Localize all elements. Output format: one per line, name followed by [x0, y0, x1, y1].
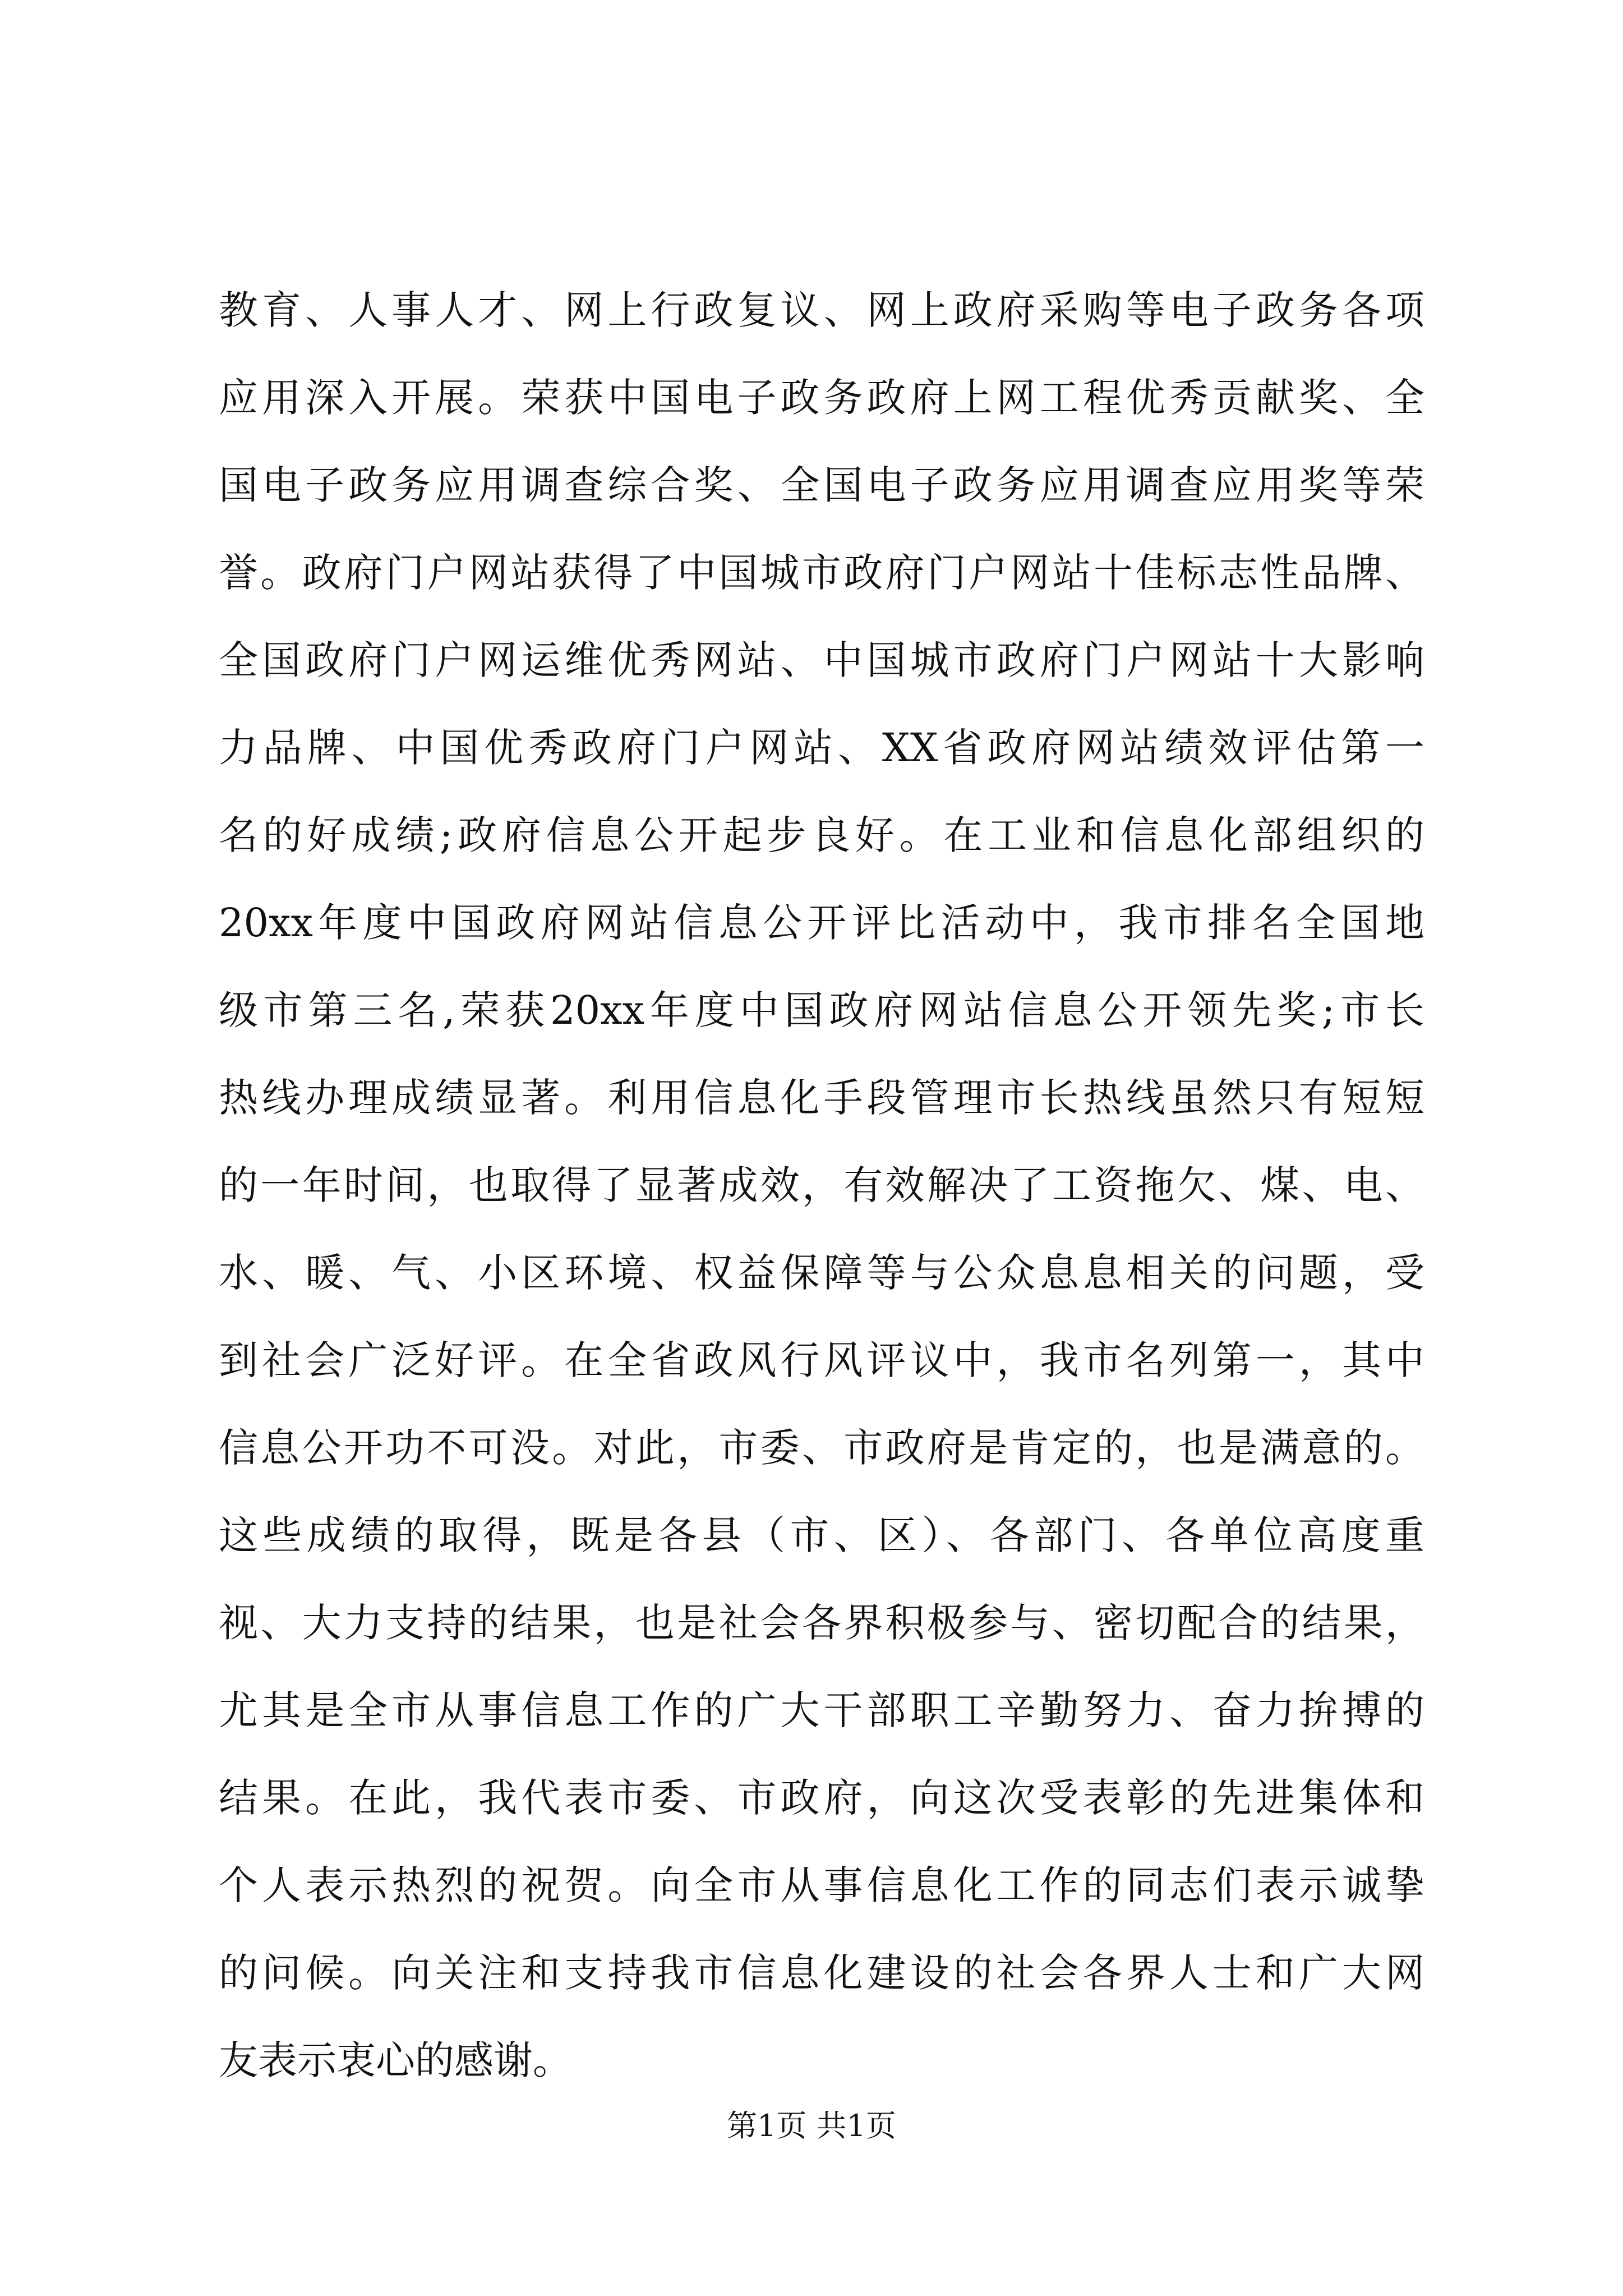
text-line: 力品牌、中国优秀政府门户网站、XX省政府网站绩效评估第一	[219, 725, 1424, 771]
text-line: 级市第三名,荣获20xx年度中国政府网站信息公开领先奖;市长	[219, 987, 1424, 1033]
text-line: 的一年时间，也取得了显著成效，有效解决了工资拖欠、煤、电、	[219, 1162, 1424, 1208]
body-text	[219, 266, 1424, 2104]
text-line: 国电子政务应用调查综合奖、全国电子政务应用调查应用奖等荣	[219, 462, 1424, 508]
text-line: 名的好成绩;政府信息公开起步良好。在工业和信息化部组织的	[219, 812, 1424, 858]
text-line: 教育、人事人才、网上行政复议、网上政府采购等电子政务各项	[219, 287, 1424, 333]
text-line: 应用深入开展。荣获中国电子政务政府上网工程优秀贡献奖、全	[219, 375, 1424, 421]
text-line: 水、暖、气、小区环境、权益保障等与公众息息相关的问题，受	[219, 1250, 1424, 1296]
text-line: 全国政府门户网运维优秀网站、中国城市政府门户网站十大影响	[219, 637, 1424, 683]
text-line: 尤其是全市从事信息工作的广大干部职工辛勤努力、奋力拚搏的	[219, 1687, 1424, 1733]
text-line: 视、大力支持的结果，也是社会各界积极参与、密切配合的结果，	[219, 1600, 1424, 1646]
text-line-last: 友表示衷心的感谢。	[219, 2037, 572, 2083]
page-footer: 第1页 共1页	[727, 2108, 896, 2143]
text-line: 热线办理成绩显著。利用信息化手段管理市长热线虽然只有短短	[219, 1075, 1424, 1121]
text-line: 信息公开功不可没。对此，市委、市政府是肯定的，也是满意的。	[219, 1425, 1424, 1471]
text-line: 个人表示热烈的祝贺。向全市从事信息化工作的同志们表示诚挚	[219, 1862, 1424, 1908]
text-line: 的问候。向关注和支持我市信息化建设的社会各界人士和广大网	[219, 1950, 1424, 1996]
text-line: 20xx年度中国政府网站信息公开评比活动中，我市排名全国地	[219, 900, 1424, 946]
text-line: 到社会广泛好评。在全省政风行风评议中，我市名列第一，其中	[219, 1337, 1424, 1383]
text-line: 誉。政府门户网站获得了中国城市政府门户网站十佳标志性品牌、	[219, 550, 1424, 596]
text-line: 结果。在此，我代表市委、市政府，向这次受表彰的先进集体和	[219, 1775, 1424, 1821]
text-line: 这些成绩的取得，既是各县（市、区）、各部门、各单位高度重	[219, 1512, 1424, 1558]
